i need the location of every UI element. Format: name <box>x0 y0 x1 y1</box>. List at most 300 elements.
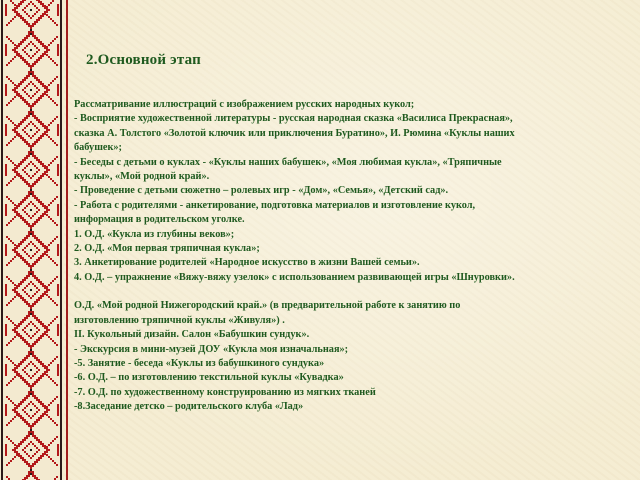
stitch <box>42 375 44 377</box>
stitch <box>24 221 26 223</box>
stitch <box>28 471 34 473</box>
stitch <box>48 376 50 378</box>
stitch <box>54 262 56 264</box>
stitch <box>28 25 30 27</box>
stitch <box>24 341 26 343</box>
stitch <box>34 165 36 167</box>
stitch <box>30 417 32 419</box>
stitch <box>24 371 26 373</box>
stitch <box>34 173 36 175</box>
stitch <box>16 411 18 413</box>
stitch <box>46 254 48 256</box>
stitch <box>34 77 36 79</box>
stitch <box>34 21 36 23</box>
stitch <box>42 125 44 127</box>
stitch <box>10 140 12 142</box>
stitch <box>20 241 22 243</box>
stitch <box>18 403 20 405</box>
stitch <box>5 164 7 176</box>
stitch <box>14 284 16 286</box>
stitch <box>46 289 48 291</box>
stitch <box>32 15 34 17</box>
stitch <box>44 285 46 287</box>
stitch <box>40 281 42 283</box>
stitch <box>12 298 14 300</box>
stitch <box>30 401 32 403</box>
stitch <box>24 159 26 161</box>
stitch <box>38 49 40 51</box>
stitch <box>28 235 30 237</box>
stitch <box>36 19 38 21</box>
stitch <box>30 57 32 59</box>
stitch <box>44 211 46 213</box>
stitch <box>36 451 38 453</box>
stitch <box>38 401 40 403</box>
stitch <box>10 460 12 462</box>
stitch <box>26 275 28 277</box>
stitch <box>36 399 38 401</box>
stitch <box>52 300 54 302</box>
stitch <box>34 421 36 423</box>
stitch <box>36 247 38 249</box>
stitch <box>30 409 32 411</box>
stitch <box>24 101 26 103</box>
stitch <box>32 443 34 445</box>
stitch <box>46 409 48 411</box>
stitch <box>56 184 58 186</box>
stitch <box>34 303 36 305</box>
stitch <box>32 143 34 145</box>
stitch <box>18 453 20 455</box>
stitch <box>46 131 48 133</box>
stitch <box>38 297 40 299</box>
stitch <box>24 91 26 93</box>
stitch <box>18 93 20 95</box>
stitch <box>38 39 40 41</box>
stitch <box>38 59 40 61</box>
stitch <box>16 251 18 253</box>
stitch <box>40 123 42 125</box>
stitch <box>44 13 46 15</box>
stitch <box>42 163 44 165</box>
stitch <box>32 203 34 205</box>
stitch <box>32 335 34 337</box>
stitch <box>14 291 16 293</box>
stitch <box>10 240 12 242</box>
stitch <box>30 347 32 349</box>
stitch <box>5 364 7 376</box>
stitch <box>36 259 38 261</box>
stitch <box>30 137 32 139</box>
stitch <box>32 75 34 77</box>
stitch <box>12 178 14 180</box>
stitch <box>26 253 28 255</box>
stitch <box>48 249 50 251</box>
stitch <box>24 437 26 439</box>
stitch <box>46 6 48 8</box>
stitch <box>12 369 14 371</box>
stitch <box>10 220 12 222</box>
stitch <box>30 73 32 75</box>
stitch <box>30 107 32 109</box>
stitch <box>36 331 38 333</box>
body-line: - Экскурсия в мини-музей ДОУ «Кукла моя изначальная»; <box>74 343 349 355</box>
stitch <box>24 251 26 253</box>
stitch <box>38 99 40 101</box>
stitch <box>46 371 48 373</box>
stitch <box>57 84 59 96</box>
stitch <box>5 44 7 56</box>
stitch <box>50 258 52 260</box>
stitch <box>30 17 32 19</box>
stitch <box>30 27 32 29</box>
stitch <box>30 467 32 469</box>
stitch <box>28 375 30 377</box>
stitch <box>28 203 30 205</box>
stitch <box>36 397 38 399</box>
stitch <box>50 362 52 364</box>
stitch <box>44 171 46 173</box>
stitch <box>20 255 22 257</box>
stitch <box>26 317 28 319</box>
stitch <box>16 451 18 453</box>
stitch <box>10 320 12 322</box>
stitch <box>24 21 26 23</box>
stitch <box>18 295 20 297</box>
stitch <box>26 141 28 143</box>
stitch <box>44 51 46 53</box>
stitch <box>14 329 16 331</box>
stitch <box>18 455 20 457</box>
stitch <box>54 422 56 424</box>
stitch <box>36 21 38 23</box>
stitch <box>16 286 18 288</box>
stitch <box>18 335 20 337</box>
body-line: 2. О.Д. «Моя первая тряпичная кукла»; <box>74 243 260 255</box>
stitch <box>16 366 18 368</box>
stitch <box>50 18 52 20</box>
stitch <box>32 455 34 457</box>
stitch <box>54 342 56 344</box>
stitch <box>28 23 30 25</box>
stitch <box>32 35 34 37</box>
stitch <box>42 365 44 367</box>
stitch <box>44 7 46 9</box>
stitch <box>24 381 26 383</box>
stitch <box>20 375 22 377</box>
stitch <box>8 382 10 384</box>
stitch <box>20 97 22 99</box>
stitch <box>40 443 42 445</box>
stitch <box>26 405 28 407</box>
stitch <box>18 173 20 175</box>
stitch <box>16 334 18 336</box>
stitch <box>20 455 22 457</box>
stitch <box>36 181 38 183</box>
stitch <box>42 135 44 137</box>
stitch <box>24 119 26 121</box>
stitch <box>50 162 52 164</box>
stitch <box>16 11 18 13</box>
stitch <box>32 315 34 317</box>
stitch <box>12 138 14 140</box>
stitch <box>22 379 24 381</box>
stitch <box>30 161 32 163</box>
stitch <box>26 343 28 345</box>
stitch <box>46 51 48 53</box>
stitch <box>16 86 18 88</box>
stitch <box>44 45 46 47</box>
stitch <box>6 276 8 278</box>
stitch <box>36 87 38 89</box>
stitch <box>38 137 40 139</box>
stitch <box>44 413 46 415</box>
stitch <box>28 55 30 57</box>
stitch <box>16 454 18 456</box>
stitch <box>44 333 46 335</box>
stitch <box>22 241 24 243</box>
stitch <box>20 321 22 323</box>
stitch <box>42 363 44 365</box>
stitch <box>34 197 36 199</box>
stitch <box>34 45 36 47</box>
stitch <box>16 174 18 176</box>
stitch <box>26 221 28 223</box>
stitch <box>12 449 14 451</box>
stitch <box>26 477 28 479</box>
stitch <box>34 37 36 39</box>
stitch <box>26 333 28 335</box>
stitch <box>57 204 59 216</box>
stitch <box>26 21 28 23</box>
stitch <box>42 133 44 135</box>
stitch <box>24 87 26 89</box>
stitch <box>38 241 40 243</box>
stitch <box>22 137 24 139</box>
stitch <box>22 439 24 441</box>
stitch <box>26 395 28 397</box>
stitch <box>46 449 48 451</box>
stitch <box>8 38 10 40</box>
stitch <box>18 445 20 447</box>
stitch <box>34 195 36 197</box>
stitch <box>18 5 20 7</box>
stitch <box>6 116 8 118</box>
body-line: бабушек»; <box>74 142 122 154</box>
stitch <box>46 329 48 331</box>
stitch <box>22 201 24 203</box>
stitch <box>34 357 36 359</box>
body-line: 4. О.Д. – упражнение «Вяжу-вяжу узелок» с использованием развивающей игры «Шнуровки». <box>74 271 515 283</box>
stitch <box>34 75 36 77</box>
stitch <box>22 409 24 411</box>
stitch <box>44 253 46 255</box>
body-line: информация в родительском уголке. <box>74 214 245 226</box>
stitch <box>57 324 59 336</box>
stitch <box>22 321 24 323</box>
stitch <box>32 363 34 365</box>
stitch <box>34 143 36 145</box>
stitch <box>8 182 10 184</box>
stitch <box>36 301 38 303</box>
stitch <box>38 299 40 301</box>
stitch <box>24 127 26 129</box>
stitch <box>28 15 30 17</box>
stitch <box>24 51 26 53</box>
stitch <box>22 199 24 201</box>
stitch <box>12 9 14 11</box>
stitch <box>26 435 28 437</box>
stitch <box>24 239 26 241</box>
stitch <box>30 265 32 267</box>
stitch <box>16 206 18 208</box>
stitch <box>14 4 16 6</box>
stitch <box>52 260 54 262</box>
stitch <box>32 475 34 477</box>
stitch <box>52 220 54 222</box>
stitch <box>28 3 30 5</box>
stitch <box>14 249 16 251</box>
stitch <box>56 396 58 398</box>
stitch <box>42 255 44 257</box>
stitch <box>34 23 36 25</box>
stitch <box>14 89 16 91</box>
stitch <box>18 203 20 205</box>
stitch <box>36 477 38 479</box>
stitch <box>30 289 32 291</box>
stitch <box>28 475 30 477</box>
stitch <box>44 131 46 133</box>
stitch <box>16 406 18 408</box>
stitch <box>16 331 18 333</box>
stitch <box>32 463 34 465</box>
stitch <box>8 78 10 80</box>
stitch <box>44 247 46 249</box>
stitch <box>32 243 34 245</box>
stitch <box>57 44 59 56</box>
stitch <box>30 469 32 471</box>
stitch <box>44 445 46 447</box>
stitch <box>26 381 28 383</box>
stitch <box>40 415 42 417</box>
stitch <box>28 473 30 475</box>
stitch <box>32 465 34 467</box>
stitch <box>30 457 32 459</box>
stitch <box>40 161 42 163</box>
stitch <box>36 99 38 101</box>
stitch <box>14 456 16 458</box>
stitch <box>22 0 24 1</box>
stitch <box>40 41 42 43</box>
stitch <box>40 377 42 379</box>
stitch <box>24 317 26 319</box>
stitch <box>14 164 16 166</box>
stitch <box>36 37 38 39</box>
stitch <box>20 121 22 123</box>
stitch <box>34 453 36 455</box>
stitch <box>40 1 42 3</box>
stitch <box>34 461 36 463</box>
stitch <box>20 257 22 259</box>
stitch <box>30 313 32 315</box>
stitch <box>28 265 30 267</box>
stitch <box>36 199 38 201</box>
stitch <box>52 160 54 162</box>
stitch <box>22 179 24 181</box>
stitch <box>44 85 46 87</box>
stitch <box>12 329 14 331</box>
stitch <box>24 61 26 63</box>
stitch <box>8 302 10 304</box>
stitch <box>24 99 26 101</box>
stitch <box>56 436 58 438</box>
stitch <box>26 101 28 103</box>
stitch <box>46 211 48 213</box>
stitch <box>42 173 44 175</box>
stitch <box>14 47 16 49</box>
stitch <box>28 43 30 45</box>
stitch <box>14 49 16 51</box>
stitch <box>56 224 58 226</box>
stitch <box>26 197 28 199</box>
stitch <box>44 447 46 449</box>
stitch <box>14 211 16 213</box>
stitch <box>28 31 34 33</box>
stitch <box>52 360 54 362</box>
stitch <box>10 120 12 122</box>
stitch <box>12 409 14 411</box>
stitch <box>32 305 34 307</box>
stitch <box>54 358 56 360</box>
stitch <box>54 238 56 240</box>
stitch <box>30 129 32 131</box>
stitch <box>40 243 42 245</box>
stitch <box>22 259 24 261</box>
stitch <box>30 385 32 387</box>
stitch <box>38 319 40 321</box>
stitch <box>20 415 22 417</box>
stitch <box>32 255 34 257</box>
stitch <box>54 438 56 440</box>
stitch <box>52 120 54 122</box>
stitch <box>26 75 28 77</box>
stitch <box>30 229 32 231</box>
stitch <box>38 449 40 451</box>
stitch <box>46 166 48 168</box>
stitch <box>22 297 24 299</box>
stitch <box>28 273 30 275</box>
stitch <box>26 213 28 215</box>
stitch <box>26 421 28 423</box>
stitch <box>24 319 26 321</box>
stitch <box>38 239 40 241</box>
stitch <box>30 25 32 27</box>
stitch <box>18 243 20 245</box>
stitch <box>26 445 28 447</box>
stitch <box>42 95 44 97</box>
stitch <box>36 159 38 161</box>
stitch <box>24 357 26 359</box>
stitch <box>34 381 36 383</box>
stitch <box>18 85 20 87</box>
stitch <box>22 279 24 281</box>
stitch <box>40 403 42 405</box>
stitch <box>40 297 42 299</box>
stitch <box>34 235 36 237</box>
stitch <box>22 89 24 91</box>
stitch <box>26 93 28 95</box>
stitch <box>34 413 36 415</box>
